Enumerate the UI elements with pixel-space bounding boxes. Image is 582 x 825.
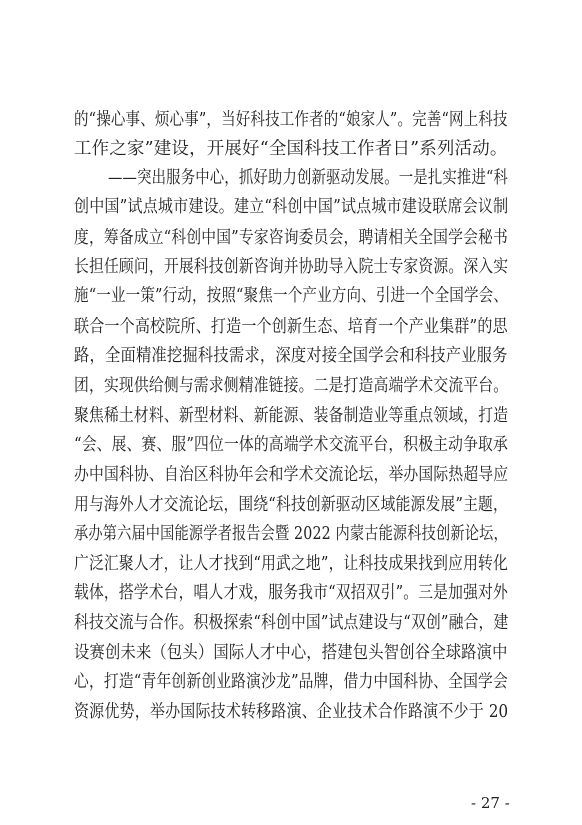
page-number: - 27 - xyxy=(471,794,510,812)
text-line: 承办第六届中国能源学者报告会暨 2022 内蒙古能源科技创新论坛， xyxy=(74,524,508,544)
text-line: 设赛创未来（包头）国际人才中心，搭建包头智创谷全球路演中 xyxy=(74,643,508,663)
text-line: 度，筹备成立“科创中国”专家咨询委员会，聘请相关全国学会秘书 xyxy=(74,228,508,248)
text-line: “会、展、赛、服”四位一体的高端学术交流平台，积极主动争取承 xyxy=(74,435,508,455)
text-line: 办中国科协、自治区科协年会和学术交流论坛，举办国际热超导应 xyxy=(74,465,509,485)
text-line: 团，实现供给侧与需求侧精准链接。二是打造高端学术交流平台。 xyxy=(74,376,509,396)
text-line: 聚焦稀土材料、新型材料、新能源、装备制造业等重点领域，打造 xyxy=(74,406,509,426)
text-line: 施“一业一策”行动，按照“聚焦一个产业方向、引进一个全国学会、 xyxy=(74,286,509,306)
text-line: 长担任顾问，开展科技创新咨询并协助导入院士专家资源。深入实 xyxy=(74,257,509,277)
text-line: 路，全面精准挖掘科技需求，深度对接全国学会和科技产业服务 xyxy=(74,346,508,366)
text-line: 科技交流与合作。积极探索“科创中国”试点建设与“双创”融合，建 xyxy=(74,613,509,633)
text-line: 心，打造“青年创新创业路演沙龙”品牌，借力中国科协、全国学会 xyxy=(74,672,508,692)
text-line: 用与海外人才交流论坛，围绕“科技创新驱动区域能源发展”主题， xyxy=(74,495,508,515)
text-line: 载体，搭学术台，唱人才戏，服务我市“双招双引”。三是加强对外 xyxy=(74,583,508,603)
text-line: 的“操心事、烦心事”，当好科技工作者的“娘家人”。完善“网上科技 xyxy=(74,110,508,130)
text-line: 联合一个高校院所、打造一个创新生态、培育一个产业集群”的思 xyxy=(74,317,508,337)
text-line: 广泛汇聚人才，让人才找到“用武之地”，让科技成果找到应用转化 xyxy=(74,554,508,574)
text-line: 工作之家”建设，开展好“全国科技工作者日”系列活动。 xyxy=(74,139,508,159)
text-line: 创中国”试点城市建设。建立“科创中国”试点城市建设联席会议制 xyxy=(74,197,509,217)
text-line: 资源优势，举办国际技术转移路演、企业技术合作路演不少于 20 xyxy=(74,702,509,722)
paragraph-start-line: ——突出服务中心，抓好助力创新驱动发展。一是扎实推进“科 xyxy=(108,168,509,188)
